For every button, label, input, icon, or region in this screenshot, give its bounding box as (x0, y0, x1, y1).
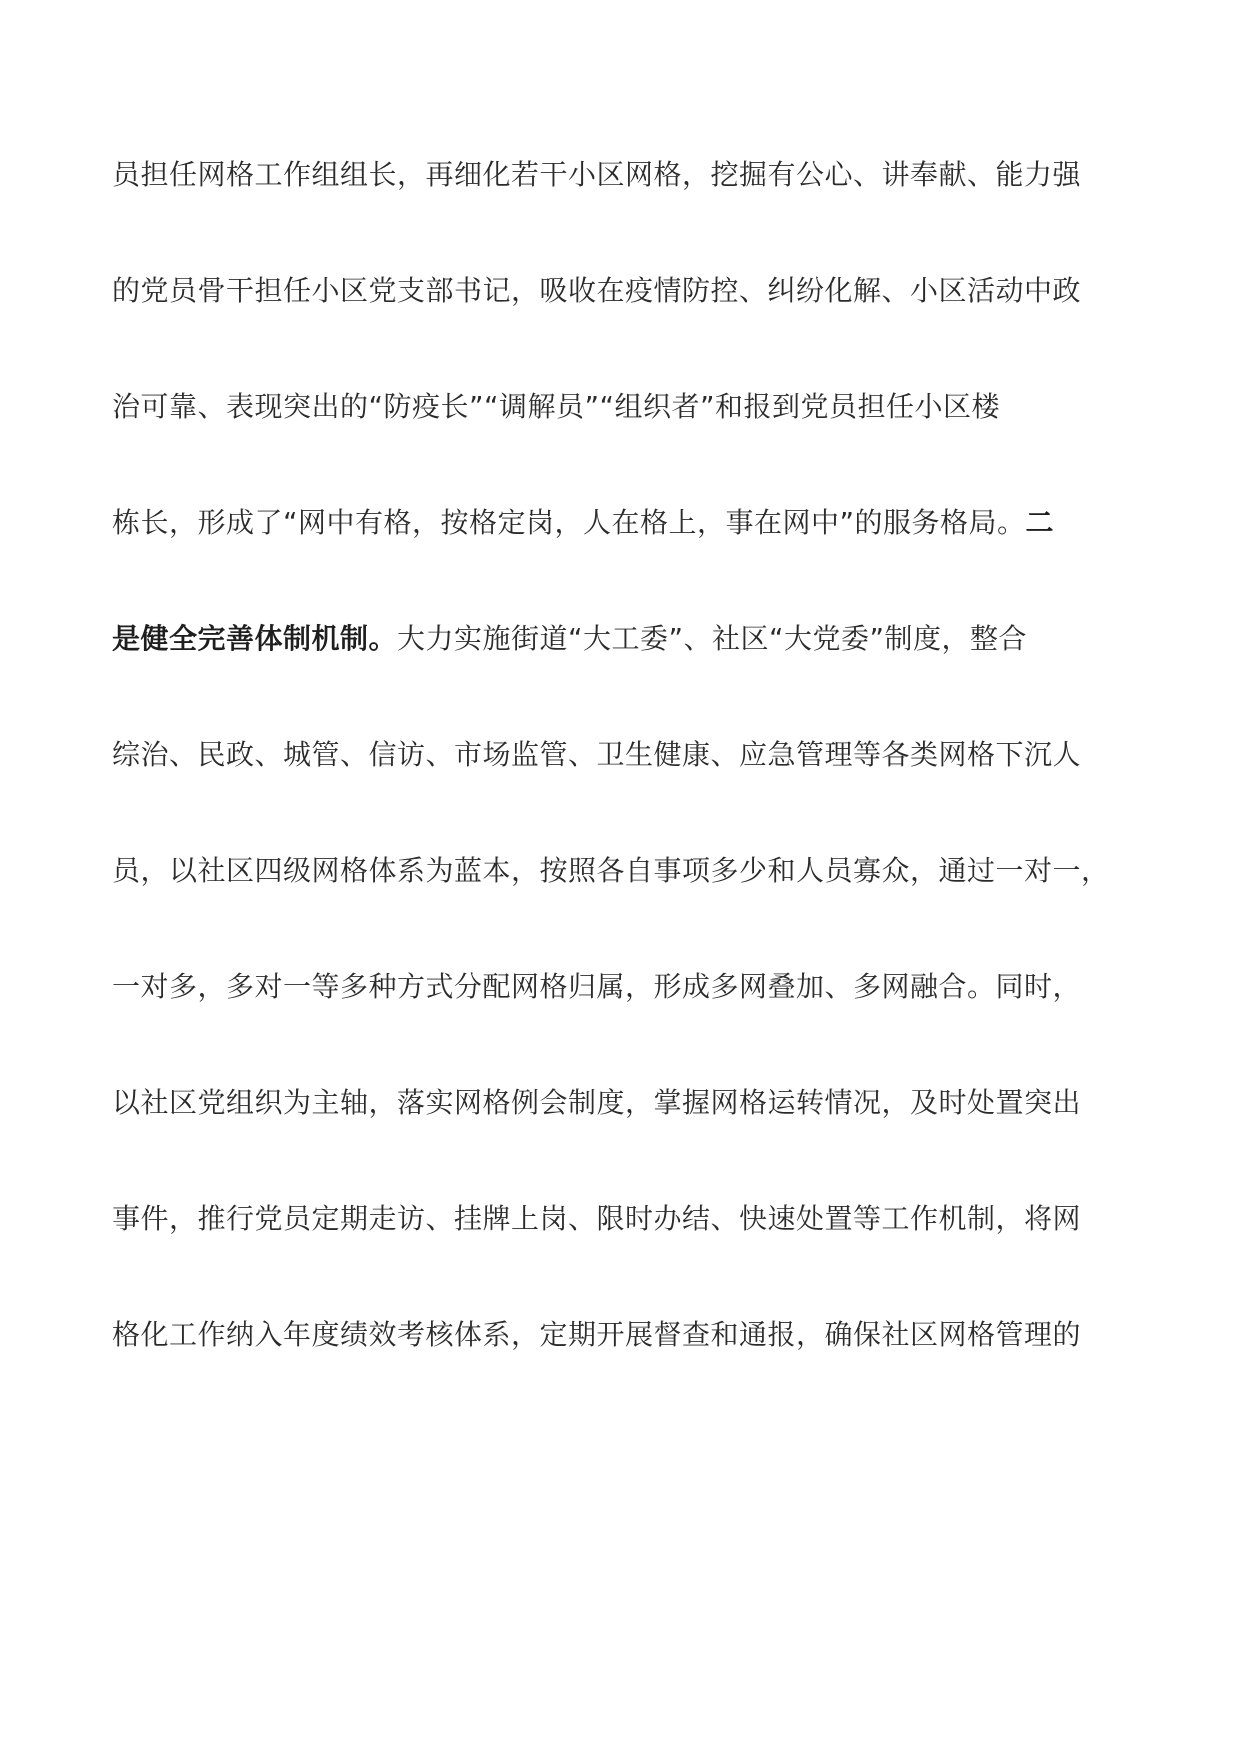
text-run: 综治、民政、城管、信访、市场监管、卫生健康、应急管理等各类网格下沉人 (112, 738, 1082, 771)
text-run: 员担任网格工作组组长，再细化若干小区网格，挖掘有公心、讲奉献、能力强 (112, 158, 1082, 191)
text-run: 格化工作纳入年度绩效考核体系，定期开展督查和通报，确保社区网格管理的 (112, 1318, 1082, 1351)
text-line-1 (112, 153, 1162, 197)
text-line-3 (112, 385, 1162, 429)
text-run: 治可靠、表现突出的“防疫长”“调解员”“组织者”和报到党员担任小区楼 (112, 390, 1001, 423)
text-run: 一对多，多对一等多种方式分配网格归属，形成多网叠加、多网融合。同时， (112, 970, 1082, 1003)
text-line-11 (112, 1313, 1162, 1357)
text-run: 事件，推行党员定期走访、挂牌上岗、限时办结、快速处置等工作机制，将网 (112, 1202, 1082, 1235)
bold-text-run: 二 (1025, 506, 1055, 539)
text-line-4 (112, 501, 1162, 545)
text-line-6 (112, 733, 1162, 777)
text-run: 大力实施街道“大工委”、社区“大党委”制度，整合 (397, 622, 1028, 655)
text-run: 员，以社区四级网格体系为蓝本，按照各自事项多少和人员寡众，通过一对一， (112, 854, 1110, 887)
text-line-10 (112, 1197, 1162, 1241)
bold-heading-run: 是健全完善体制机制。 (112, 622, 398, 655)
text-line-8 (112, 965, 1162, 1009)
text-line-7 (112, 849, 1162, 893)
text-line-9 (112, 1081, 1162, 1125)
text-line-5 (112, 617, 1162, 661)
text-run: 的党员骨干担任小区党支部书记，吸收在疫情防控、纠纷化解、小区活动中政 (112, 274, 1082, 307)
text-run: 栋长，形成了“网中有格，按格定岗，人在格上，事在网中”的服务格局。 (112, 506, 1026, 539)
text-run: 以社区党组织为主轴，落实网格例会制度，掌握网格运转情况，及时处置突出 (112, 1086, 1082, 1119)
text-line-2 (112, 269, 1162, 313)
